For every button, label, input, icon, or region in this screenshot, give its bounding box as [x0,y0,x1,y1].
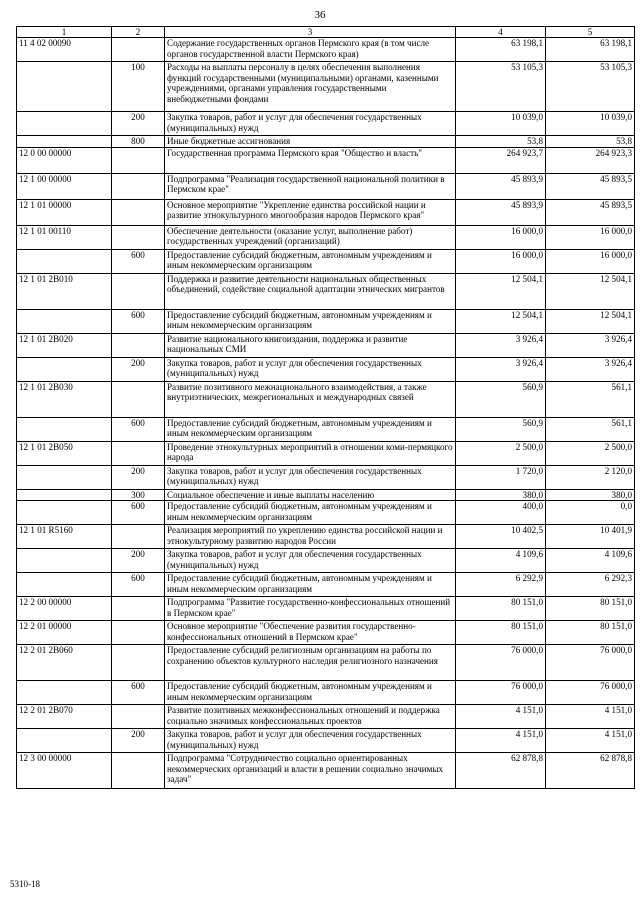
row-value-1: 560,9 [456,381,546,417]
row-code [17,112,112,136]
table-row [17,112,635,136]
table-row [17,381,635,417]
row-value-2: 63 198,1 [546,38,635,62]
table-row [17,225,635,249]
row-value-2: 10 039,0 [546,112,635,136]
table-row [17,645,635,681]
row-name: Проведение этнокультурных мероприятий в отношении коми-пермяцкого народа [165,441,456,465]
table-row [17,597,635,621]
row-name: Закупка товаров, работ и услуг для обеспечения государственных (муниципальных) нужд [165,465,456,489]
row-value-1: 62 878,8 [456,753,546,789]
row-type: 200 [112,549,165,573]
row-value-2: 3 926,4 [546,357,635,381]
row-type: 600 [112,249,165,273]
row-code: 12 1 01 00000 [17,199,112,225]
row-value-2: 3 926,4 [546,333,635,357]
row-code: 12 1 01 R5160 [17,525,112,549]
row-type: 200 [112,729,165,753]
row-name: Предоставление субсидий бюджетным, автономным учреждениям и иным некоммерческим организациям [165,249,456,273]
table-row [17,249,635,273]
table-row [17,309,635,333]
row-code: 12 2 00 00000 [17,597,112,621]
table-row [17,136,635,148]
row-code: 12 0 00 00000 [17,147,112,173]
row-code: 12 1 01 2В020 [17,333,112,357]
table-row [17,705,635,729]
row-value-1: 10 039,0 [456,112,546,136]
row-value-2: 4 151,0 [546,705,635,729]
row-value-1: 400,0 [456,501,546,525]
row-value-1: 6 292,9 [456,573,546,597]
row-name: Закупка товаров, работ и услуг для обеспечения государственных (муниципальных) нужд [165,112,456,136]
row-name: Подпрограмма "Реализация государственной национальной политики в Пермском крае" [165,173,456,199]
row-value-2: 62 878,8 [546,753,635,789]
row-value-1: 4 109,6 [456,549,546,573]
table-row [17,549,635,573]
row-name: Закупка товаров, работ и услуг для обеспечения государственных (муниципальных) нужд [165,549,456,573]
row-value-1: 4 151,0 [456,705,546,729]
row-name: Содержание государственных органов Пермского края (в том числе органов государственной власти Пермского края) [165,38,456,62]
row-type [112,525,165,549]
row-type: 300 [112,489,165,501]
row-type [112,333,165,357]
row-type: 600 [112,417,165,441]
table-header-row [17,27,635,38]
footer-code: 5310-18 [10,879,40,889]
row-value-1: 264 923,7 [456,147,546,173]
row-type [112,753,165,789]
row-type [112,621,165,645]
row-code [17,729,112,753]
table-row [17,441,635,465]
row-value-2: 561,1 [546,417,635,441]
row-value-2: 561,1 [546,381,635,417]
row-value-1: 380,0 [456,489,546,501]
row-name: Предоставление субсидий бюджетным, автономным учреждениям и иным некоммерческим организациям [165,573,456,597]
row-code [17,465,112,489]
row-value-2: 45 893,5 [546,173,635,199]
row-value-1: 16 000,0 [456,225,546,249]
row-value-1: 53,8 [456,136,546,148]
table-row [17,173,635,199]
row-type [112,381,165,417]
row-code: 11 4 02 00090 [17,38,112,62]
table-row [17,273,635,309]
row-name: Основное мероприятие "Укрепление единства российской нации и развитие этнокультурного многообразия народов Пермского края" [165,199,456,225]
row-name: Расходы на выплаты персоналу в целях обеспечения выполнения функций государственными (муниципальными) органами, казенными учреждениями, органами управления государственными внебюджетными фондами [165,62,456,112]
row-value-2: 6 292,3 [546,573,635,597]
row-type: 200 [112,465,165,489]
row-code: 12 1 01 2В030 [17,381,112,417]
row-code [17,489,112,501]
row-value-2: 80 151,0 [546,621,635,645]
row-value-2: 2 120,0 [546,465,635,489]
table-row [17,62,635,112]
row-code: 12 1 01 2В010 [17,273,112,309]
row-value-2: 53 105,3 [546,62,635,112]
header-col-2: 2 [112,27,165,38]
row-value-2: 12 504,1 [546,273,635,309]
row-name: Иные бюджетные ассигнования [165,136,456,148]
row-name: Закупка товаров, работ и услуг для обеспечения государственных (муниципальных) нужд [165,357,456,381]
row-type: 600 [112,573,165,597]
row-name: Закупка товаров, работ и услуг для обеспечения государственных (муниципальных) нужд [165,729,456,753]
row-code: 12 2 01 2В060 [17,645,112,681]
row-name: Предоставление субсидий бюджетным, автономным учреждениям и иным некоммерческим организациям [165,501,456,525]
row-code: 12 3 00 00000 [17,753,112,789]
row-name: Поддержка и развитие деятельности национальных общественных объединений, содействие социальной адаптации этнических мигрантов [165,273,456,309]
table-row [17,729,635,753]
row-value-2: 16 000,0 [546,249,635,273]
row-type [112,173,165,199]
table-row [17,38,635,62]
row-value-1: 560,9 [456,417,546,441]
row-value-2: 10 401,9 [546,525,635,549]
row-value-2: 16 000,0 [546,225,635,249]
row-name: Предоставление субсидий бюджетным, автономным учреждениям и иным некоммерческим организациям [165,309,456,333]
row-value-1: 10 402,5 [456,525,546,549]
row-name: Реализация мероприятий по укреплению единства российской нации и этнокультурному развитию народов России [165,525,456,549]
row-value-2: 80 151,0 [546,597,635,621]
table-row [17,525,635,549]
row-value-2: 53,8 [546,136,635,148]
row-value-2: 45 893,5 [546,199,635,225]
row-value-1: 45 893,9 [456,173,546,199]
row-value-1: 76 000,0 [456,681,546,705]
row-name: Развитие национального книгоиздания, поддержка и развитие национальных СМИ [165,333,456,357]
header-col-5: 5 [546,27,635,38]
table-row [17,333,635,357]
row-type [112,273,165,309]
row-type [112,147,165,173]
table-body [17,38,635,789]
row-value-1: 3 926,4 [456,357,546,381]
row-name: Предоставление субсидий бюджетным, автономным учреждениям и иным некоммерческим организациям [165,417,456,441]
row-code [17,357,112,381]
row-type: 600 [112,681,165,705]
table-row [17,573,635,597]
row-type: 800 [112,136,165,148]
row-type: 600 [112,309,165,333]
budget-table [16,26,635,789]
row-value-2: 76 000,0 [546,681,635,705]
row-value-1: 4 151,0 [456,729,546,753]
row-type [112,38,165,62]
row-type: 600 [112,501,165,525]
row-code: 12 2 01 2В070 [17,705,112,729]
row-name: Развитие позитивных межконфессиональных отношений и поддержка социально значимых конфессиональных проектов [165,705,456,729]
row-code: 12 1 01 2В050 [17,441,112,465]
row-code [17,417,112,441]
table-row [17,489,635,501]
row-value-1: 1 720,0 [456,465,546,489]
row-code [17,136,112,148]
table-row [17,501,635,525]
row-type [112,597,165,621]
row-name: Развитие позитивного межнационального взаимодействия, а также внутриэтнических, межрегиональных и международных связей [165,381,456,417]
row-value-2: 4 151,0 [546,729,635,753]
row-code [17,249,112,273]
row-value-2: 76 000,0 [546,645,635,681]
row-value-1: 2 500,0 [456,441,546,465]
row-type: 200 [112,357,165,381]
row-type [112,705,165,729]
row-value-2: 264 923,3 [546,147,635,173]
table-row [17,465,635,489]
row-value-2: 2 500,0 [546,441,635,465]
row-value-1: 63 198,1 [456,38,546,62]
table-row [17,753,635,789]
row-value-1: 3 926,4 [456,333,546,357]
row-value-1: 76 000,0 [456,645,546,681]
row-value-1: 16 000,0 [456,249,546,273]
row-code [17,573,112,597]
row-value-1: 12 504,1 [456,309,546,333]
row-value-1: 12 504,1 [456,273,546,309]
row-code [17,681,112,705]
row-code: 12 2 01 00000 [17,621,112,645]
row-value-1: 80 151,0 [456,621,546,645]
row-value-2: 0,0 [546,501,635,525]
row-code: 12 1 00 00000 [17,173,112,199]
row-type [112,225,165,249]
row-type [112,199,165,225]
table-row [17,147,635,173]
row-code: 12 1 01 00110 [17,225,112,249]
header-col-1: 1 [17,27,112,38]
row-type [112,645,165,681]
row-type: 100 [112,62,165,112]
row-value-2: 380,0 [546,489,635,501]
table-row [17,621,635,645]
row-code [17,309,112,333]
row-code [17,62,112,112]
table-row [17,199,635,225]
table-row [17,681,635,705]
row-name: Основное мероприятие "Обеспечение развития государственно-конфессиональных отношений в Пермском крае" [165,621,456,645]
table-row [17,357,635,381]
row-code [17,549,112,573]
table-row [17,417,635,441]
row-name: Предоставление субсидий бюджетным, автономным учреждениям и иным некоммерческим организациям [165,681,456,705]
page-number: 36 [314,9,326,21]
row-value-1: 53 105,3 [456,62,546,112]
row-name: Подпрограмма "Сотрудничество социально ориентированных некоммерческих организаций и власти в решении социально значимых задач" [165,753,456,789]
row-value-2: 4 109,6 [546,549,635,573]
row-value-2: 12 504,1 [546,309,635,333]
row-name: Обеспечение деятельности (оказание услуг, выполнение работ) государственных учреждений (организаций) [165,225,456,249]
header-col-4: 4 [456,27,546,38]
row-type: 200 [112,112,165,136]
row-type [112,441,165,465]
row-code [17,501,112,525]
row-name: Государственная программа Пермского края "Общество и власть" [165,147,456,173]
header-col-3: 3 [165,27,456,38]
row-value-1: 80 151,0 [456,597,546,621]
row-name: Социальное обеспечение и иные выплаты населению [165,489,456,501]
row-name: Предоставление субсидий религиозным организациям на работы по сохранению объектов культурного наследия религиозного назначения [165,645,456,681]
row-name: Подпрограмма "Развитие государственно-конфессиональных отношений в Пермском крае" [165,597,456,621]
row-value-1: 45 893,9 [456,199,546,225]
